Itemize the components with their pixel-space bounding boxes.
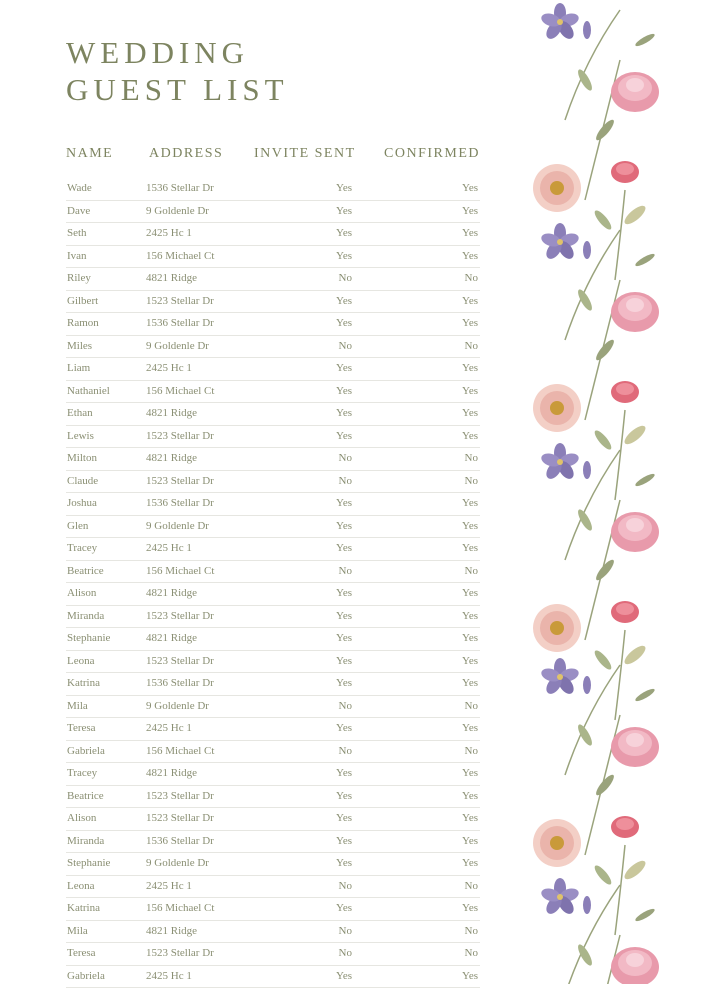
guest-invite-sent: Yes [310, 362, 352, 374]
guest-address: 156 Michael Ct [146, 902, 214, 914]
guest-name: Dave [67, 205, 90, 217]
guest-address: 2425 Hc 1 [146, 362, 192, 374]
table-header [66, 143, 480, 178]
table-row [66, 831, 480, 854]
table-row [66, 561, 480, 584]
guest-name: Milton [67, 452, 97, 464]
table-row [66, 268, 480, 291]
guest-name: Tracey [67, 542, 97, 554]
guest-confirmed: Yes [462, 497, 478, 509]
guest-invite-sent: Yes [310, 182, 352, 194]
guest-name: Riley [67, 272, 91, 284]
guest-invite-sent: No [310, 925, 352, 937]
guest-address: 1523 Stellar Dr [146, 295, 214, 307]
guest-confirmed: Yes [462, 295, 478, 307]
guest-invite-sent: Yes [310, 812, 352, 824]
guest-confirmed: Yes [462, 812, 478, 824]
guest-address: 2425 Hc 1 [146, 722, 192, 734]
guest-address: 156 Michael Ct [146, 565, 214, 577]
guest-address: 1523 Stellar Dr [146, 812, 214, 824]
table-row [66, 291, 480, 314]
guest-name: Beatrice [67, 565, 104, 577]
guest-confirmed: Yes [462, 407, 478, 419]
guest-name: Gabriela [67, 970, 105, 982]
floral-border-icon [525, 0, 712, 984]
guest-address: 1523 Stellar Dr [146, 475, 214, 487]
guest-confirmed: Yes [462, 227, 478, 239]
guest-name: Ivan [67, 250, 87, 262]
table-row [66, 201, 480, 224]
guest-name: Alison [67, 587, 96, 599]
guest-confirmed: No [465, 475, 478, 487]
guest-address: 1523 Stellar Dr [146, 610, 214, 622]
guest-invite-sent: No [310, 452, 352, 464]
header-address: ADDRESS [149, 146, 223, 162]
guest-confirmed: Yes [462, 250, 478, 262]
guest-confirmed: No [465, 880, 478, 892]
guest-name: Claude [67, 475, 98, 487]
guest-invite-sent: No [310, 947, 352, 959]
guest-confirmed: No [465, 700, 478, 712]
guest-confirmed: Yes [462, 857, 478, 869]
table-row [66, 448, 480, 471]
guest-invite-sent: No [310, 880, 352, 892]
table-row [66, 426, 480, 449]
table-row [66, 966, 480, 988]
guest-name: Stephanie [67, 857, 110, 869]
guest-name: Miranda [67, 835, 104, 847]
guest-address: 9 Goldenle Dr [146, 205, 209, 217]
guest-confirmed: Yes [462, 587, 478, 599]
guest-name: Stephanie [67, 632, 110, 644]
guest-name: Katrina [67, 677, 100, 689]
guest-invite-sent: Yes [310, 767, 352, 779]
guest-name: Miles [67, 340, 92, 352]
guest-name: Tracey [67, 767, 97, 779]
table-row [66, 876, 480, 899]
guest-name: Gilbert [67, 295, 98, 307]
guest-address: 1536 Stellar Dr [146, 835, 214, 847]
table-row [66, 808, 480, 831]
guest-address: 4821 Ridge [146, 272, 197, 284]
title-line-1: WEDDING [66, 34, 289, 71]
table-row [66, 786, 480, 809]
guest-confirmed: No [465, 272, 478, 284]
guest-confirmed: Yes [462, 902, 478, 914]
guest-confirmed: No [465, 340, 478, 352]
guest-confirmed: Yes [462, 767, 478, 779]
guest-address: 1536 Stellar Dr [146, 317, 214, 329]
title-line-2: GUEST LIST [66, 71, 289, 108]
guest-name: Seth [67, 227, 87, 239]
guest-confirmed: Yes [462, 632, 478, 644]
table-row [66, 178, 480, 201]
guest-confirmed: Yes [462, 610, 478, 622]
table-row [66, 313, 480, 336]
guest-name: Miranda [67, 610, 104, 622]
guest-address: 1536 Stellar Dr [146, 182, 214, 194]
guest-name: Lewis [67, 430, 94, 442]
guest-address: 4821 Ridge [146, 925, 197, 937]
guest-address: 2425 Hc 1 [146, 227, 192, 239]
guest-confirmed: Yes [462, 970, 478, 982]
guest-invite-sent: Yes [310, 430, 352, 442]
guest-confirmed: Yes [462, 362, 478, 374]
guest-address: 4821 Ridge [146, 767, 197, 779]
guest-address: 1523 Stellar Dr [146, 430, 214, 442]
guest-name: Ramon [67, 317, 99, 329]
guest-confirmed: Yes [462, 182, 478, 194]
guest-confirmed: Yes [462, 722, 478, 734]
guest-address: 4821 Ridge [146, 632, 197, 644]
guest-confirmed: No [465, 745, 478, 757]
table-row [66, 921, 480, 944]
guest-address: 9 Goldenle Dr [146, 340, 209, 352]
guest-invite-sent: Yes [310, 790, 352, 802]
guest-invite-sent: No [310, 745, 352, 757]
table-row [66, 516, 480, 539]
table-row [66, 673, 480, 696]
table-row [66, 358, 480, 381]
table-row [66, 628, 480, 651]
guest-invite-sent: Yes [310, 835, 352, 847]
table-row [66, 538, 480, 561]
page-title [66, 34, 289, 108]
guest-name: Joshua [67, 497, 97, 509]
guest-name: Alison [67, 812, 96, 824]
guest-name: Ethan [67, 407, 93, 419]
guest-confirmed: Yes [462, 542, 478, 554]
table-row [66, 696, 480, 719]
guest-invite-sent: No [310, 565, 352, 577]
guest-address: 2425 Hc 1 [146, 542, 192, 554]
guest-address: 1523 Stellar Dr [146, 790, 214, 802]
guest-invite-sent: Yes [310, 295, 352, 307]
guest-name: Teresa [67, 722, 96, 734]
guest-invite-sent: No [310, 272, 352, 284]
guest-table [66, 143, 480, 988]
guest-confirmed: Yes [462, 677, 478, 689]
guest-address: 1536 Stellar Dr [146, 497, 214, 509]
guest-name: Leona [67, 655, 94, 667]
guest-confirmed: Yes [462, 385, 478, 397]
guest-address: 9 Goldenle Dr [146, 520, 209, 532]
guest-invite-sent: Yes [310, 857, 352, 869]
guest-address: 1536 Stellar Dr [146, 677, 214, 689]
table-row [66, 651, 480, 674]
guest-confirmed: Yes [462, 655, 478, 667]
guest-invite-sent: Yes [310, 385, 352, 397]
guest-confirmed: No [465, 452, 478, 464]
guest-confirmed: Yes [462, 520, 478, 532]
table-row [66, 606, 480, 629]
guest-address: 156 Michael Ct [146, 385, 214, 397]
guest-confirmed: Yes [462, 317, 478, 329]
guest-name: Mila [67, 925, 88, 937]
guest-confirmed: Yes [462, 430, 478, 442]
guest-invite-sent: Yes [310, 902, 352, 914]
table-row [66, 223, 480, 246]
guest-invite-sent: Yes [310, 205, 352, 217]
table-row [66, 898, 480, 921]
guest-name: Liam [67, 362, 90, 374]
table-row [66, 741, 480, 764]
guest-invite-sent: No [310, 340, 352, 352]
table-row [66, 336, 480, 359]
table-row [66, 381, 480, 404]
guest-address: 9 Goldenle Dr [146, 700, 209, 712]
guest-name: Gabriela [67, 745, 105, 757]
guest-confirmed: No [465, 565, 478, 577]
guest-name: Wade [67, 182, 92, 194]
guest-confirmed: No [465, 925, 478, 937]
guest-invite-sent: Yes [310, 677, 352, 689]
guest-address: 2425 Hc 1 [146, 880, 192, 892]
guest-invite-sent: Yes [310, 632, 352, 644]
table-row [66, 246, 480, 269]
guest-confirmed: Yes [462, 205, 478, 217]
guest-address: 4821 Ridge [146, 452, 197, 464]
guest-address: 2425 Hc 1 [146, 970, 192, 982]
guest-invite-sent: Yes [310, 722, 352, 734]
table-row [66, 853, 480, 876]
guest-name: Beatrice [67, 790, 104, 802]
table-body [66, 178, 480, 988]
header-invite-sent: INVITE SENT [254, 146, 356, 162]
guest-address: 156 Michael Ct [146, 745, 214, 757]
table-row [66, 583, 480, 606]
table-row [66, 471, 480, 494]
guest-name: Glen [67, 520, 88, 532]
guest-invite-sent: Yes [310, 250, 352, 262]
guest-invite-sent: Yes [310, 610, 352, 622]
guest-address: 1523 Stellar Dr [146, 655, 214, 667]
header-name: NAME [66, 146, 113, 162]
guest-name: Teresa [67, 947, 96, 959]
guest-confirmed: Yes [462, 835, 478, 847]
guest-address: 156 Michael Ct [146, 250, 214, 262]
guest-name: Nathaniel [67, 385, 110, 397]
guest-confirmed: No [465, 947, 478, 959]
guest-invite-sent: Yes [310, 970, 352, 982]
guest-name: Katrina [67, 902, 100, 914]
guest-confirmed: Yes [462, 790, 478, 802]
guest-address: 9 Goldenle Dr [146, 857, 209, 869]
guest-invite-sent: No [310, 700, 352, 712]
guest-invite-sent: Yes [310, 497, 352, 509]
guest-name: Mila [67, 700, 88, 712]
guest-address: 4821 Ridge [146, 407, 197, 419]
guest-invite-sent: Yes [310, 542, 352, 554]
guest-address: 4821 Ridge [146, 587, 197, 599]
guest-invite-sent: Yes [310, 407, 352, 419]
table-row [66, 493, 480, 516]
guest-address: 1523 Stellar Dr [146, 947, 214, 959]
table-row [66, 403, 480, 426]
guest-invite-sent: Yes [310, 587, 352, 599]
guest-invite-sent: Yes [310, 317, 352, 329]
guest-invite-sent: Yes [310, 227, 352, 239]
guest-invite-sent: Yes [310, 520, 352, 532]
guest-invite-sent: Yes [310, 655, 352, 667]
table-row [66, 718, 480, 741]
table-row [66, 763, 480, 786]
header-confirmed: CONFIRMED [384, 146, 480, 162]
table-row [66, 943, 480, 966]
guest-name: Leona [67, 880, 94, 892]
guest-invite-sent: No [310, 475, 352, 487]
